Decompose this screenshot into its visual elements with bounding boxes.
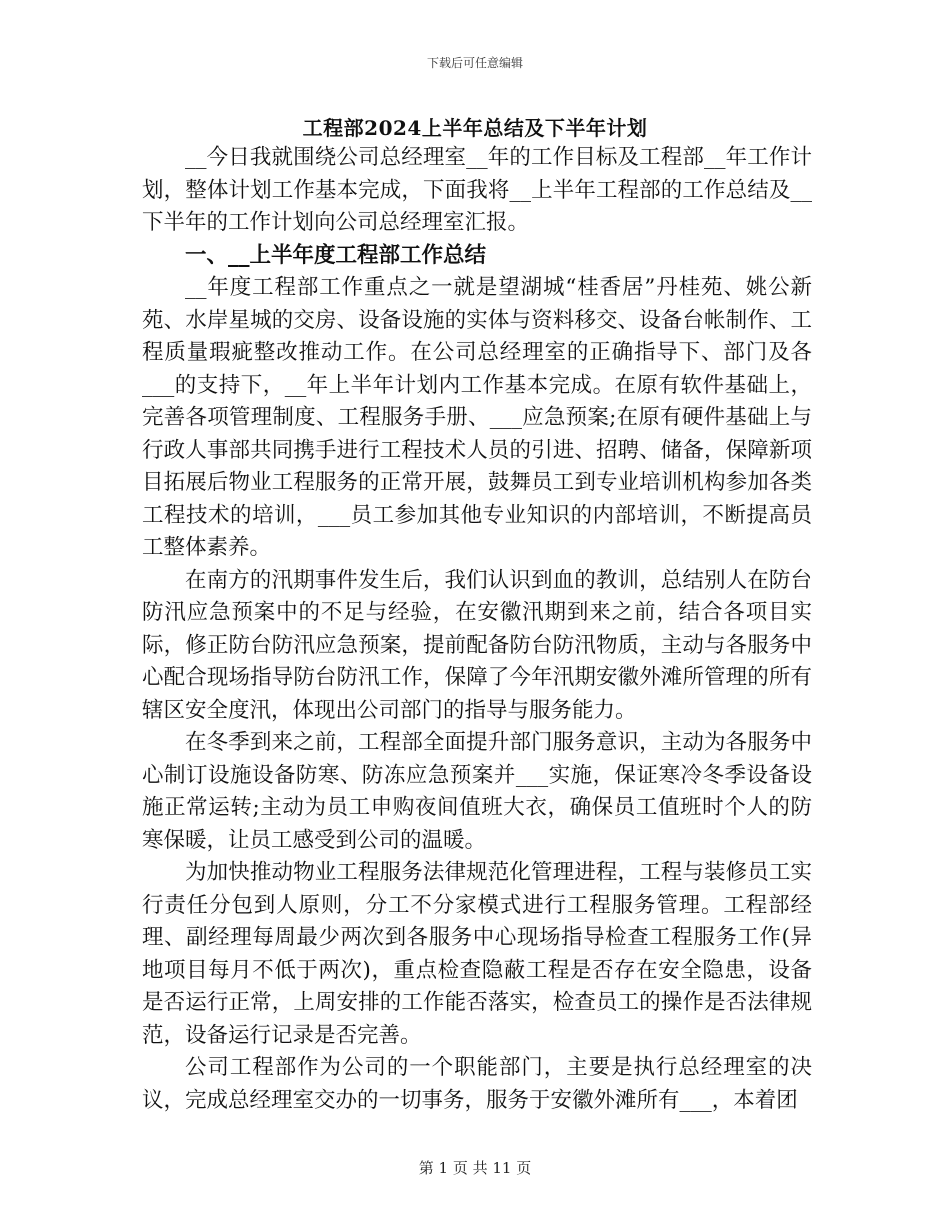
body-paragraph: 公司工程部作为公司的一个职能部门，主要是执行总经理室的决议，完成总经理室交办的一切事务，服务于安徽外滩所有___，本着团: [142, 1055, 812, 1113]
body-paragraph: __年度工程部工作重点之一就是望湖城“桂香居”丹桂苑、姚公新苑、水岸星城的交房、设备设施的实体与资料移交、设备台帐制作、工程质量瑕疵整改推动工作。在公司总经理室的正确指导下、部门及各___的支持下，__年上半年计划内工作基本完成。在原有软件基础上，完善各项管理制度、工程服务手册、___应急预案;在原有硬件基础上与行政人事部共同携手进行工程技术人员的引进、招聘、储备，保障新项目拓展后物业工程服务的正常开展，鼓舞员工到专业培训机构参加各类工程技术的培训，___员工参加其他专业知识的内部培训，不断提高员工整体素养。: [142, 275, 812, 560]
page-number-footer: 第 1 页 共 11 页: [418, 1159, 532, 1177]
body-paragraph: 在南方的汛期事件发生后，我们认识到血的教训，总结别人在防台防汛应急预案中的不足与经验，在安徽汛期到来之前，结合各项目实际，修正防台防汛应急预案，提前配备防台防汛物质，主动与各服务中心配合现场指导防台防汛工作，保障了今年汛期安徽外滩所管理的所有辖区安全度汛，体现出公司部门的指导与服务能力。: [142, 567, 812, 723]
body-paragraph: 在冬季到来之前，工程部全面提升部门服务意识，主动为各服务中心制订设施设备防寒、防冻应急预案并___实施，保证寒冷冬季设备设施正常运转;主动为员工申购夜间值班大衣，确保员工值班时个人的防寒保暖，让员工感受到公司的温暖。: [142, 730, 812, 853]
section-heading: 一、__上半年度工程部工作总结: [185, 242, 487, 268]
body-paragraph: 为加快推动物业工程服务法律规范化管理进程，工程与装修员工实行责任分包到人原则，分工不分家模式进行工程服务管理。工程部经理、副经理每周最少两次到各服务中心现场指导检查工程服务工作(异地项目每月不低于两次)，重点检查隐蔽工程是否存在安全隐患，设备是否运行正常，上周安排的工作能否落实，检查员工的操作是否法律规范，设备运行记录是否完善。: [142, 860, 812, 1048]
intro-paragraph: __今日我就围绕公司总经理室__年的工作目标及工程部__年工作计划，整体计划工作基本完成，下面我将__上半年工程部的工作总结及__下半年的工作计划向公司总经理室汇报。: [142, 145, 812, 235]
document-body: [142, 142, 812, 1117]
document-title: 工程部2024上半年总结及下半年计划: [302, 116, 648, 140]
page-header: 下载后可任意编辑: [426, 56, 523, 70]
